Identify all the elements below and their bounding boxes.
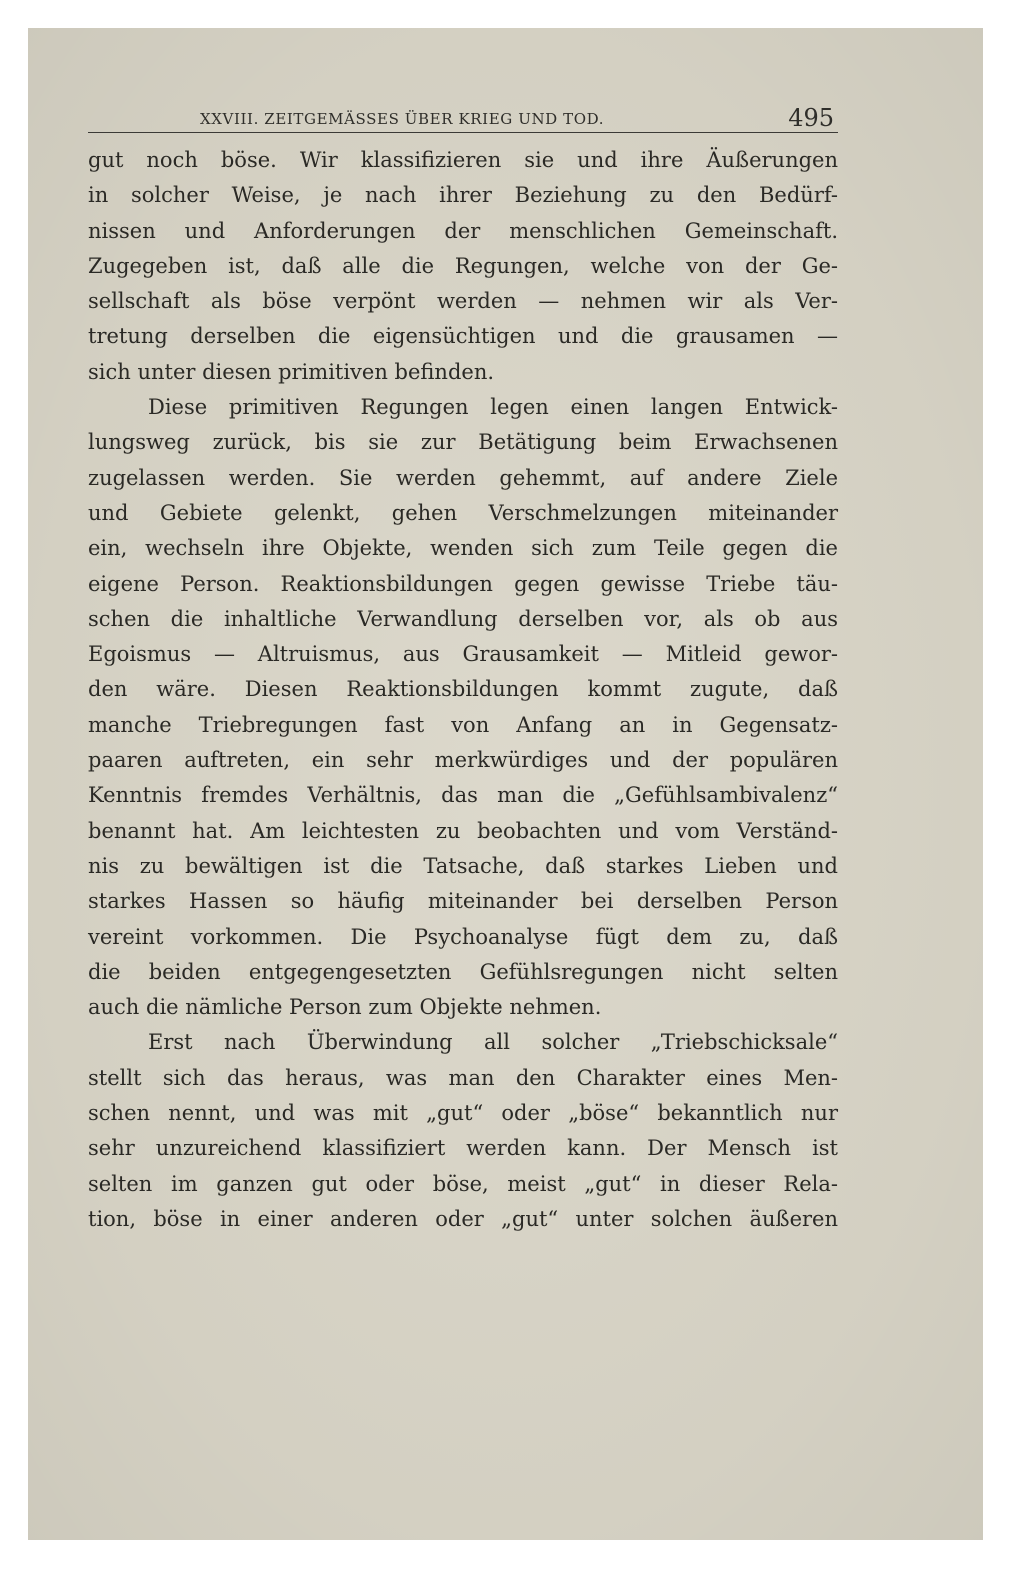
page-header <box>88 104 838 133</box>
text-line: und Gebiete gelenkt, gehen Verschmelzungen miteinander <box>88 500 838 525</box>
text-line: selten im ganzen gut oder böse, meist „gut“ in dieser Rela- <box>88 1171 838 1196</box>
body-text <box>88 143 838 1237</box>
text-line: lungsweg zurück, bis sie zur Betätigung beim Erwachsenen <box>88 430 838 455</box>
text-line: sich unter diesen primitiven befinden. <box>88 359 495 384</box>
text-line: sellschaft als böse verpönt werden — nehmen wir als Ver- <box>88 289 838 314</box>
text-line: die beiden entgegengesetzten Gefühlsregungen nicht selten <box>88 959 838 984</box>
text-line: vereint vorkommen. Die Psychoanalyse fügt dem zu, daß <box>88 924 838 949</box>
text-line: Kenntnis fremdes Verhältnis, das man die „Gefühlsambivalenz“ <box>88 783 838 808</box>
text-line: tretung derselben die eigensüchtigen und die grausamen — <box>88 324 838 349</box>
text-line: stellt sich das heraus, was man den Charakter eines Men- <box>88 1065 838 1090</box>
text-line: gut noch böse. Wir klassifizieren sie und ihre Äußerungen <box>88 148 838 172</box>
text-line: paaren auftreten, ein sehr merkwürdiges und der populären <box>88 748 838 773</box>
text-line: schen nennt, und was mit „gut“ oder „böse“ bekanntlich nur <box>88 1101 838 1126</box>
text-line: benannt hat. Am leichtesten zu beobachten und vom Verständ- <box>88 818 838 843</box>
text-line: tion, böse in einer anderen oder „gut“ unter solchen äußeren <box>88 1206 838 1231</box>
text-line: Diese primitiven Regungen legen einen langen Entwick- <box>148 395 838 420</box>
text-line: den wäre. Diesen Reaktionsbildungen kommt zugute, daß <box>88 677 838 702</box>
text-line: schen die inhaltliche Verwandlung derselben vor, als ob aus <box>88 606 838 631</box>
text-line: in solcher Weise, je nach ihrer Beziehung zu den Bedürf- <box>88 183 838 208</box>
text-line: ein, wechseln ihre Objekte, wenden sich zum Teile gegen die <box>88 536 838 561</box>
text-line: Erst nach Überwindung all solcher „Triebschicksale“ <box>148 1030 838 1055</box>
text-line: manche Triebregungen fast von Anfang an in Gegensatz- <box>88 712 838 737</box>
text-line: starkes Hassen so häufig miteinander bei derselben Person <box>88 889 838 914</box>
text-line: eigene Person. Reaktionsbildungen gegen gewisse Triebe täu- <box>88 571 838 596</box>
text-line: nissen und Anforderungen der menschlichen Gemeinschaft. <box>88 218 838 243</box>
text-line: nis zu bewältigen ist die Tatsache, daß starkes Lieben und <box>88 853 838 878</box>
text-line: sehr unzureichend klassifiziert werden kann. Der Mensch ist <box>88 1136 838 1161</box>
text-line: zugelassen werden. Sie werden gehemmt, auf andere Ziele <box>88 465 838 490</box>
text-line: Egoismus — Altruismus, aus Grausamkeit — Mitleid gewor- <box>88 642 838 667</box>
scanned-page <box>28 28 983 1540</box>
running-title: XXVIII. ZEITGEMÄSSES ÜBER KRIEG UND TOD. <box>200 110 605 128</box>
text-line: Zugegeben ist, daß alle die Regungen, welche von der Ge- <box>88 253 838 278</box>
page-number: 495 <box>788 104 834 132</box>
text-line: auch die nämliche Person zum Objekte nehmen. <box>88 995 602 1020</box>
